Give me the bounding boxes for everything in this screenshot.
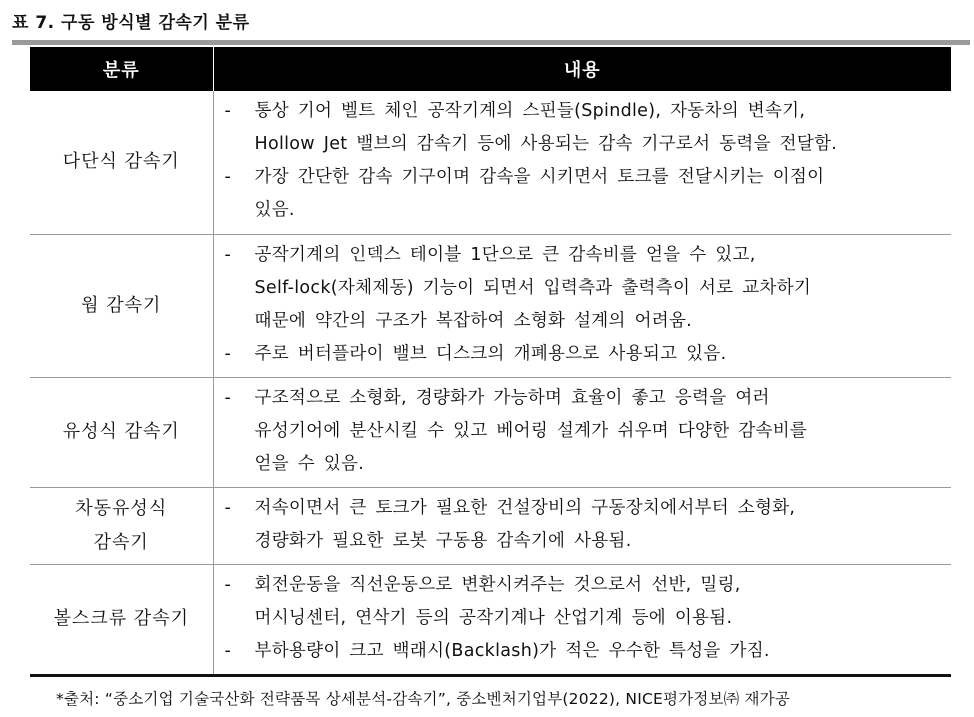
item-line: 있음. [254,200,295,221]
bullet-dash: - [224,343,232,364]
bullet-dash: - [224,574,232,595]
bullet-dash: - [224,167,232,188]
row-category [30,487,213,564]
table-title: 표 7. 구동 방식별 감속기 분류 [12,13,250,33]
source-note: *출처: “중소기업 기술국산화 전략품목 상세분석-감속기”, 중소벤처기업부(2022), NICE평가정보㈜ 재가공 [56,690,791,708]
row-content [213,234,951,377]
item-line: 회전운동을 직선운동으로 변환시켜주는 것으로서 선반, 밀링, [254,574,741,595]
row-category [30,91,213,234]
row-category [30,377,213,487]
item-line: 구조적으로 소형화, 경량화가 가능하며 효율이 좋고 응력을 여러 [254,387,770,408]
column-header-category: 분류 [30,47,213,91]
list-item [225,338,952,371]
category-line: 웜 감속기 [81,294,162,316]
item-line: 저속이면서 큰 토크가 필요한 건설장비의 구동장치에서부터 소형화, [254,497,796,518]
column-header-content: 내용 [213,47,951,91]
category-line: 감속기 [93,531,149,553]
table-row [30,564,951,675]
item-line: Self-lock(자체제동) 기능이 되면서 입력측과 출력측이 서로 교차하기 [254,277,812,298]
item-line: 부하용량이 크고 백래시(Backlash)가 적은 우수한 특성을 가짐. [254,640,770,661]
list-item [225,382,952,481]
item-line: 머시닝센터, 연삭기 등의 공작기계나 산업기계 등에 이용됨. [254,607,733,628]
bullet-dash: - [224,387,232,408]
list-item [225,239,952,338]
row-category [30,234,213,377]
list-item [225,492,952,558]
category-line: 유성식 감속기 [62,421,180,442]
bullet-dash: - [224,101,232,122]
item-line: 통상 기어 벨트 체인 공작기계의 스핀들(Spindle), 자동차의 변속기, [254,101,806,122]
row-content [213,487,951,564]
bullet-dash: - [224,244,232,265]
table-header-row [30,47,951,91]
list-item [225,569,952,635]
category-line: 볼스크류 감속기 [53,608,189,629]
reducer-classification-table [30,47,951,677]
item-line: 때문에 약간의 구조가 복잡하여 소형화 설계의 어려움. [254,310,693,331]
table-row [30,487,951,564]
table-row [30,91,951,234]
item-line: 주로 버터플라이 밸브 디스크의 개폐용으로 사용되고 있음. [254,343,727,364]
item-line: 가장 간단한 감속 기구이며 감속을 시키면서 토크를 전달시키는 이점이 [254,167,825,188]
bullet-dash: - [224,497,232,518]
title-divider [12,40,970,45]
item-line: 유성기어에 분산시킬 수 있고 베어링 설계가 쉬우며 다양한 감속비를 [254,420,808,441]
table-row [30,377,951,487]
item-line: 경량화가 필요한 로봇 구동용 감속기에 사용됨. [254,530,632,551]
bullet-dash: - [224,640,232,661]
row-content [213,91,951,234]
item-line: 얻을 수 있음. [254,453,365,474]
category-line: 차동유성식 [75,497,168,519]
row-content [213,377,951,487]
category-line: 다단식 감속기 [62,151,180,173]
list-item [225,635,952,668]
item-line: Hollow Jet 밸브의 감속기 등에 사용되는 감속 기구로서 동력을 전달함. [254,134,838,155]
row-content [213,564,951,675]
row-category [30,564,213,675]
list-item [225,161,952,227]
table-row [30,234,951,377]
item-line: 공작기계의 인덱스 테이블 1단으로 큰 감속비를 얻을 수 있고, [254,244,756,265]
list-item [225,95,952,161]
